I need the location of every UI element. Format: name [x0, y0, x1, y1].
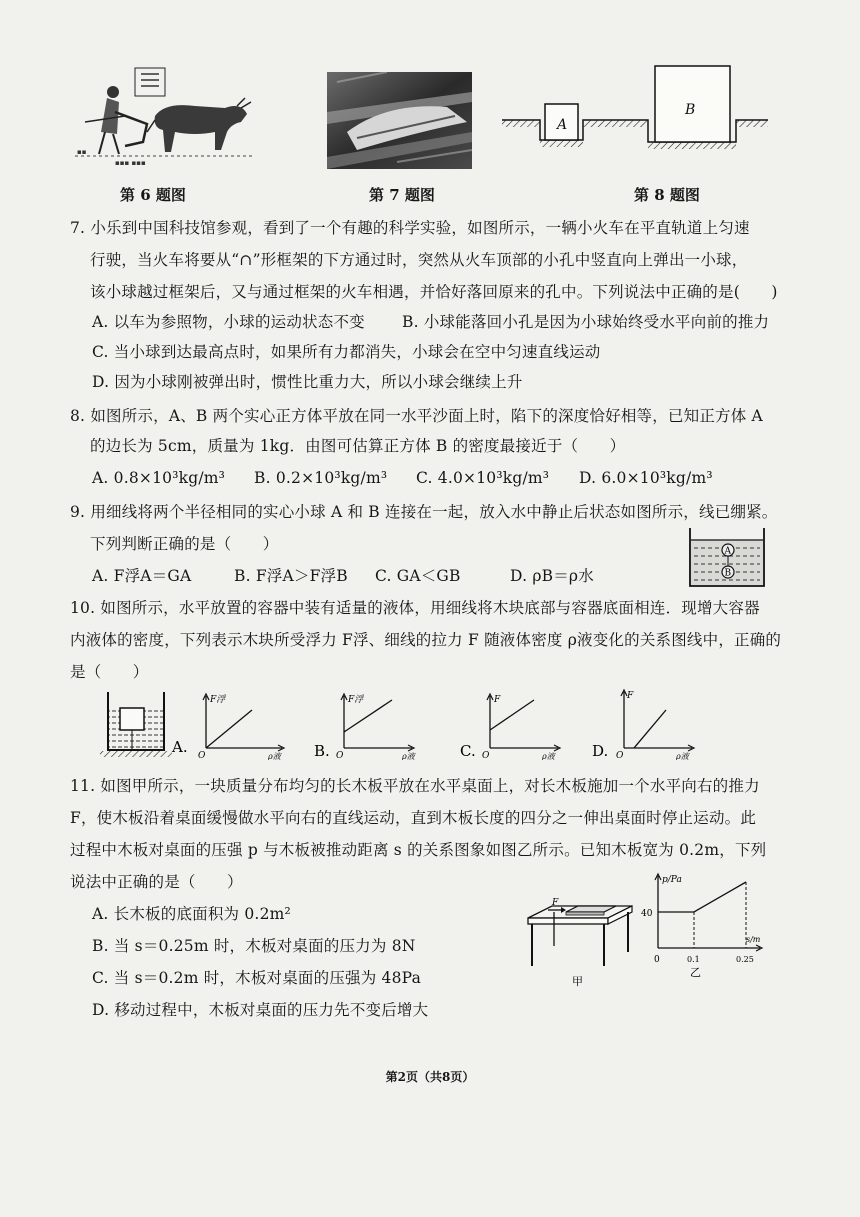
cube-a-label: A — [557, 117, 568, 133]
graph-xlabel: s/m — [746, 935, 761, 944]
q7-option-c[interactable]: C. 当小球到达最高点时，如果所有力都消失，小球会在空中匀速直线运动 — [92, 343, 601, 361]
q10-graph-b-ylabel: F浮 — [348, 695, 364, 705]
q8-option-a[interactable]: A. 0.8×10³kg/m³ — [92, 469, 226, 487]
q10-graph-a-origin: O — [198, 751, 206, 760]
fig7-train-photo — [327, 72, 472, 169]
fig6-caption: 第 6 题图 — [120, 186, 186, 204]
q10-line2: 内液体的密度，下列表示木块所受浮力 F浮、细线的拉力 F 随液体密度 ρ液变化的关系图线中，正确的 — [70, 631, 782, 649]
q11-line2: F，使木板沿着桌面缓慢做水平向右的直线运动，直到木板长度的四分之一伸出桌面时停止运动。此 — [70, 809, 757, 827]
q11-option-a[interactable]: A. 长木板的底面积为 0.2m² — [92, 905, 291, 923]
ball-b-label: B — [724, 568, 732, 579]
q10-graph-d-letter: D. — [592, 742, 609, 760]
q10-graph-a-ylabel: F浮 — [210, 695, 226, 705]
graph-xtick-0-25: 0.25 — [736, 955, 754, 964]
wood-block — [120, 708, 144, 730]
q10-graph-d-xlabel: ρ液 — [676, 752, 689, 760]
q10-graph-c-xlabel: ρ液 — [542, 752, 555, 760]
q10-graph-a-letter: A. — [172, 738, 188, 756]
q8-option-b[interactable]: B. 0.2×10³kg/m³ — [254, 469, 388, 487]
q9-option-b[interactable]: B. F浮A＞F浮B — [234, 567, 348, 585]
fig8-cubes-on-sand — [500, 62, 770, 162]
q11-figure-yi-graph — [638, 872, 768, 984]
q10-graph-d[interactable] — [592, 686, 712, 760]
q10-graph-b-origin: O — [336, 751, 344, 760]
q11-line4: 说法中正确的是（ ） — [70, 873, 243, 891]
q10-container-figure — [100, 690, 172, 760]
q7-line2: 行驶，当火车将要从“∩”形框架的下方通过时，突然从火车顶部的小孔中竖直向上弹出一小球， — [90, 251, 748, 269]
q10-graph-d-origin: O — [616, 751, 624, 760]
q10-graph-d-ylabel: F — [627, 691, 634, 701]
q10-graph-c-ylabel: F — [494, 695, 501, 705]
q11-option-c[interactable]: C. 当 s＝0.2m 时，木板对桌面的压强为 48Pa — [92, 969, 422, 987]
q11-line1: 11. 如图甲所示，一块质量分布均匀的长木板平放在水平桌面上，对长木板施加一个水平向右的推力 — [70, 777, 760, 795]
q9-option-a[interactable]: A. F浮A＝GA — [92, 567, 192, 585]
q10-graph-c-letter: C. — [460, 742, 476, 760]
q7-option-b[interactable]: B. 小球能落回小孔是因为小球始终受水平向前的推力 — [402, 313, 770, 331]
q7-line3: 该小球越过框架后，又与通过框架的火车相遇，并恰好落回原来的孔中。下列说法中正确的是( ) — [90, 283, 778, 301]
fig7-caption: 第 7 题图 — [369, 186, 435, 204]
q11-jia-label: 甲 — [572, 975, 583, 988]
ball-a-label: A — [724, 546, 731, 557]
q10-graph-a[interactable] — [170, 690, 290, 760]
q8-line1: 8. 如图所示，A、B 两个实心正方体平放在同一水平沙面上时，陷下的深度恰好相等，已知正方体 A — [70, 407, 763, 425]
q9-beaker-figure — [686, 526, 768, 590]
q7-line1: 7. 小乐到中国科技馆参观，看到了一个有趣的科学实验，如图所示，一辆小火车在平直轨道上匀速 — [70, 219, 750, 237]
q10-graph-d-line — [634, 710, 666, 748]
p-s-curve — [658, 882, 746, 912]
q7-option-d[interactable]: D. 因为小球刚被弹出时，惯性比重力大，所以小球会继续上升 — [92, 373, 523, 391]
graph-ytick-40: 40 — [641, 909, 653, 919]
q10-graph-c-origin: O — [482, 751, 490, 760]
q10-graph-c[interactable] — [458, 690, 578, 760]
q11-yi-label: 乙 — [690, 966, 701, 979]
q10-line1: 10. 如图所示，水平放置的容器中装有适量的液体，用细线将木块底部与容器底面相连．现增大容器 — [70, 599, 760, 617]
q10-line3: 是（ ） — [70, 663, 149, 681]
q9-option-c[interactable]: C. GA＜GB — [375, 567, 461, 585]
q10-graph-a-xlabel: ρ液 — [268, 752, 281, 760]
q11-option-b[interactable]: B. 当 s＝0.25m 时，木板对桌面的压力为 8N — [92, 937, 416, 955]
q8-line2: 的边长为 5cm，质量为 1kg．由图可估算正方体 B 的密度最接近于（ ） — [90, 437, 626, 455]
svg-text:▪▪: ▪▪ — [77, 148, 87, 156]
q8-option-d[interactable]: D. 6.0×10³kg/m³ — [579, 469, 713, 487]
q11-line3: 过程中木板对桌面的压强 p 与木板被推动距离 s 的关系图象如图乙所示。已知木板宽为 0.2m，下列 — [70, 841, 767, 859]
q10-graph-a-line — [206, 710, 252, 748]
force-f-label: F — [552, 898, 559, 908]
q10-graph-b-letter: B. — [314, 742, 330, 760]
graph-xtick-0-1: 0.1 — [687, 955, 700, 964]
graph-ylabel: p/Pa — [662, 875, 682, 885]
fig8-caption: 第 8 题图 — [634, 186, 700, 204]
page-footer: 第2页（共8页） — [385, 1070, 475, 1084]
q7-option-a[interactable]: A. 以车为参照物，小球的运动状态不变 — [92, 313, 365, 331]
svg-text:▪▪▪ ▪▪▪: ▪▪▪ ▪▪▪ — [115, 159, 146, 167]
q9-line2: 下列判断正确的是（ ） — [90, 535, 279, 553]
q11-option-d[interactable]: D. 移动过程中，木板对桌面的压力先不变后增大 — [92, 1001, 429, 1019]
cube-b-label: B — [685, 102, 696, 118]
graph-origin: 0 — [654, 955, 660, 965]
q10-graph-b[interactable] — [312, 690, 432, 760]
q10-graph-b-xlabel: ρ液 — [402, 752, 415, 760]
q8-option-c[interactable]: C. 4.0×10³kg/m³ — [416, 469, 550, 487]
q9-option-d[interactable]: D. ρB＝ρ水 — [510, 567, 594, 585]
fig6-ox-plough-illustration — [55, 62, 265, 167]
q9-line1: 9. 用细线将两个半径相同的实心小球 A 和 B 连接在一起，放入水中静止后状态如图所示，线已绷紧。 — [70, 503, 778, 521]
q11-figure-jia-table — [520, 888, 640, 988]
